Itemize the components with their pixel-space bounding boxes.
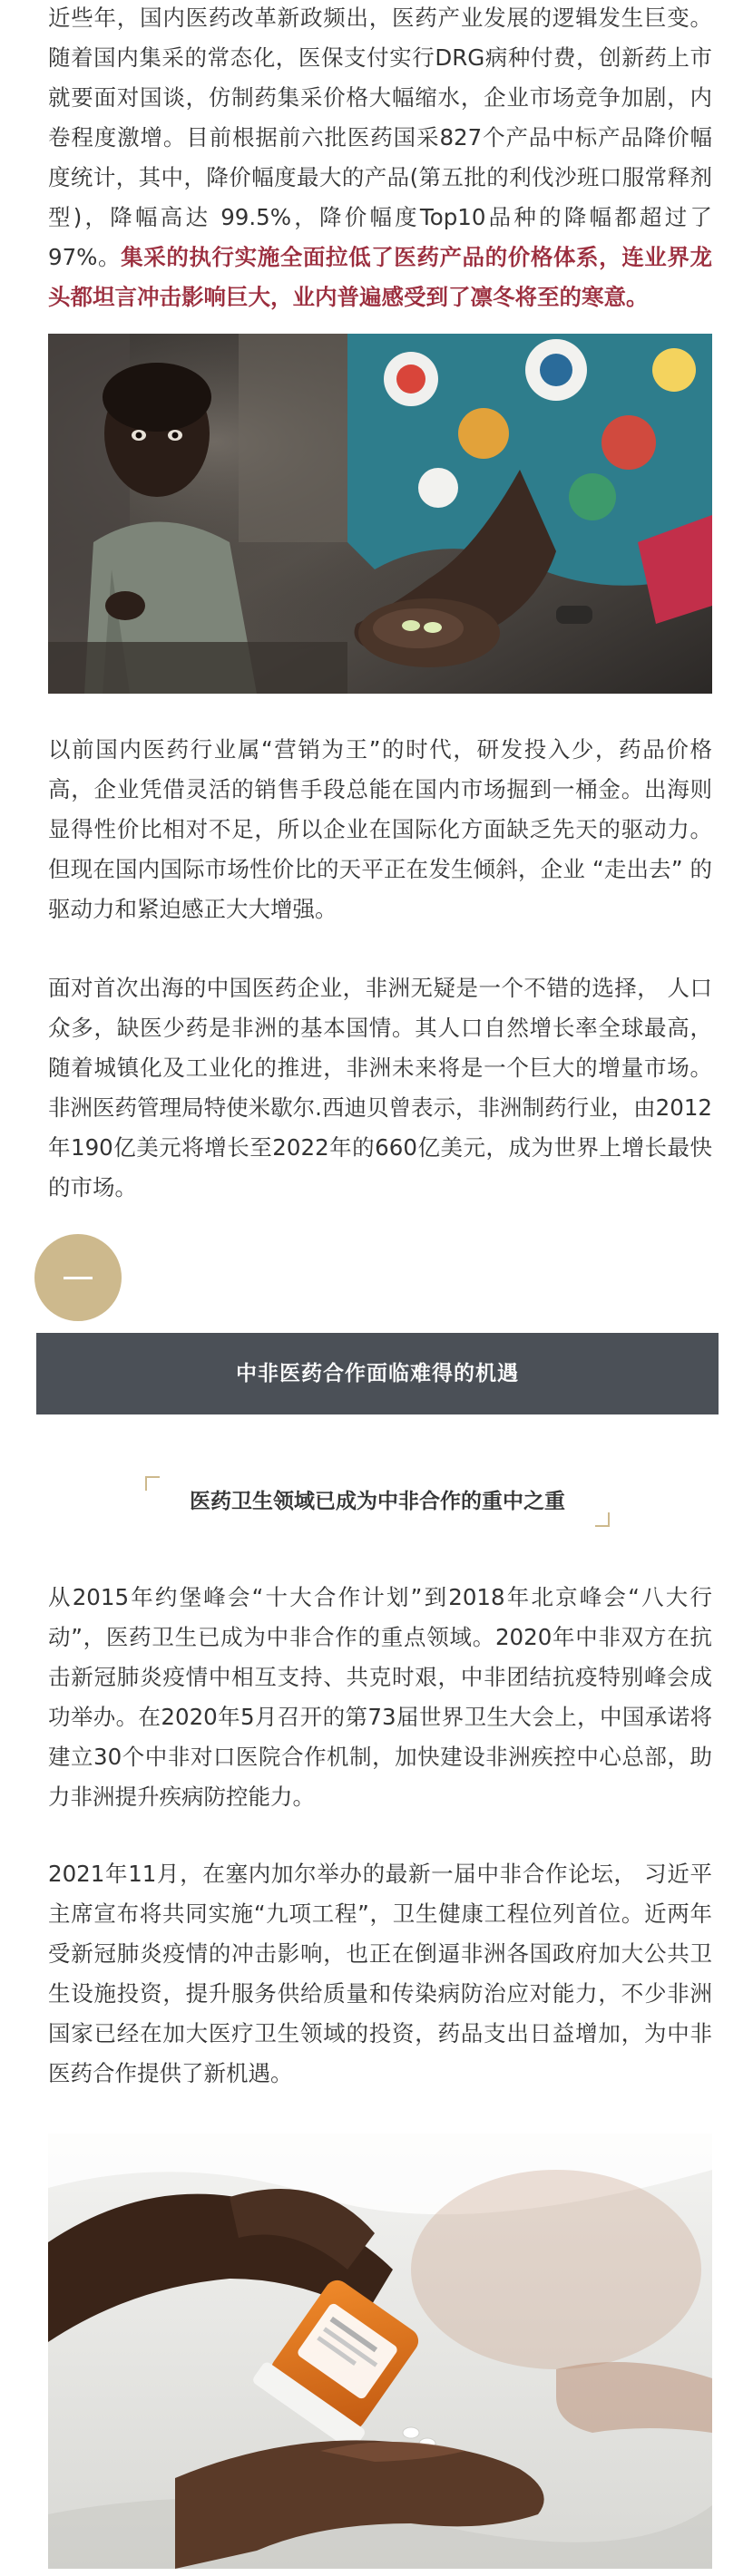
- africa-market-paragraph: 面对首次出海的中国医药企业，非洲无疑是一个不错的选择， 人口众多，缺医少药是非洲的基本国情。其人口自然增长率全球最高，随着城镇化及工业化的推进，非洲未来将是一个巨大的增量市场。非洲医药管理局特使米歇尔.西迪贝曾表示，非洲制药行业，由2012年190亿美元将增长至2022年的660亿美元，成为世界上增长最快的市场。: [48, 975, 712, 1201]
- intro-emphasis-text: 集采的执行实施全面拉低了医药产品的价格体系，连业界龙头都坦言冲击影响巨大，业内普遍感受到了凛冬将至的寒意。: [48, 244, 712, 310]
- child-pills-photo: [48, 334, 712, 694]
- section-header-bar: [36, 1333, 719, 1414]
- subheading-text: 医药卫生领域已成为中非合作的重中之重: [190, 1490, 565, 1513]
- subheading-frame: [145, 1476, 610, 1527]
- marketing-era-paragraph: 以前国内医药行业属“营销为王”的时代，研发投入少，药品价格高，企业凭借灵活的销售手段总能在国内市场掘到一桶金。出海则显得性价比相对不足，所以企业在国际化方面缺乏先天的驱动力。但现在国内国际市场性价比的天平正在发生倾斜，企业 “走出去” 的驱动力和紧迫感正大大增强。: [48, 736, 712, 922]
- section-number-dash: [64, 1277, 93, 1279]
- intro-paragraph: [48, 0, 712, 317]
- cooperation-history-paragraph: 从2015年约堡峰会“十大合作计划”到2018年北京峰会“八大行动”，医药卫生已成为中非合作的重点领域。2020年中非双方在抗击新冠肺炎疫情中相互支持、共克时艰，中非团结抗疫特别峰会成功举办。在2020年5月召开的第73届世界卫生大会上，中国承诺将建立30个中非对口医院合作机制，加快建设非洲疾控中心总部，助力非洲提升疾病防控能力。: [48, 1584, 712, 1810]
- intro-paragraph-text: 近些年，国内医药改革新政频出，医药产业发展的逻辑发生巨变。随着国内集采的常态化，医保支付实行DRG病种付费，创新药上市就要面对国谈，仿制药集采价格大幅缩水，企业市场竞争加剧，内卷程度激增。目前根据前六批医药国采827个产品中标产品降价幅度统计，其中，降价幅度最大的产品(第五批的利伐沙班口服常释剂型)，降幅高达 99.5%，降价幅度Top10品种的降幅都超过了97%。: [48, 5, 712, 270]
- section-title: 中非医药合作面临难得的机遇: [236, 1362, 519, 1385]
- forum-paragraph: 2021年11月，在塞内加尔举办的最新一届中非合作论坛， 习近平主席宣布将共同实施“九项工程”，卫生健康工程位列首位。近两年受新冠肺炎疫情的冲击影响，也正在倒逼非洲各国政府加大公共卫生设施投资，提升服务供给质量和传染病防治应对能力，不少非洲国家已经在加大医疗卫生领域的投资，药品支出日益增加，为中非医药合作提供了新机遇。: [48, 1861, 712, 2086]
- section-number-badge: [34, 1234, 122, 1321]
- pill-bottle-photo: [48, 2134, 712, 2569]
- corner-bracket-bottom-right: [595, 1512, 610, 1527]
